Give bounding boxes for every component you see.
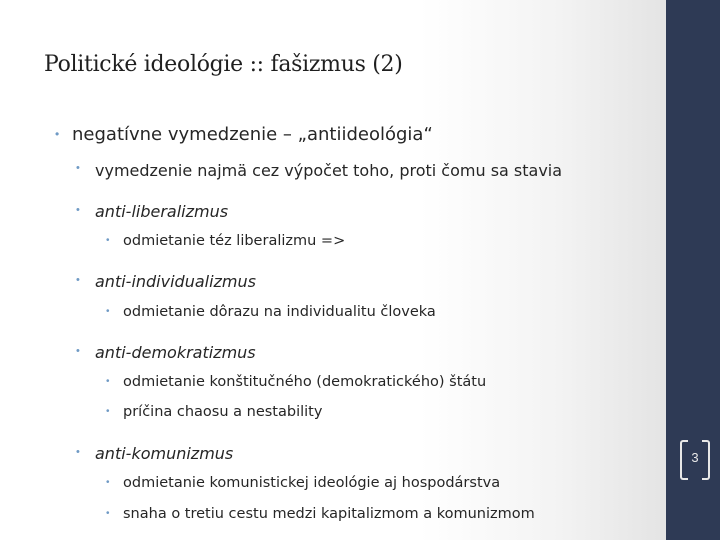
bullet-icon: •	[76, 345, 80, 357]
bullet-icon: •	[76, 162, 80, 174]
bullet-icon: •	[106, 376, 110, 387]
page-number: 3	[691, 450, 699, 465]
anti-communism-point: odmietanie komunistickej ideológie aj hospodárstva	[123, 475, 501, 491]
anti-liberalism-label: anti-liberalizmus	[95, 202, 229, 221]
bullet-icon: •	[106, 235, 110, 246]
anti-communism-point: snaha o tretiu cestu medzi kapitalizmom a komunizmom	[123, 506, 535, 522]
anti-liberalism-point: odmietanie téz liberalizmu =>	[123, 233, 346, 249]
bullet-icon: •	[106, 508, 110, 519]
bullet-icon: •	[76, 446, 80, 458]
bullet-icon: •	[106, 306, 110, 317]
bullet-icon: •	[55, 127, 60, 141]
bullet-icon: •	[106, 406, 110, 417]
definition-point: vymedzenie najmä cez výpočet toho, proti čomu sa stavia	[95, 161, 563, 180]
bullet-icon: •	[76, 204, 80, 216]
anti-individualism-label: anti-individualizmus	[95, 272, 256, 291]
anti-democratism-point: odmietanie konštitučného (demokratického) štátu	[123, 374, 487, 390]
anti-communism-label: anti-komunizmus	[95, 444, 234, 463]
bullet-icon: •	[76, 274, 80, 286]
main-point: negatívne vymedzenie – „antiideológia“	[72, 124, 433, 145]
page-number-badge	[680, 440, 710, 478]
bullet-icon: •	[106, 477, 110, 488]
slide-title: Politické ideológie :: fašizmus (2)	[44, 52, 403, 77]
anti-democratism-point: príčina chaosu a nestability	[123, 404, 323, 420]
anti-democratism-label: anti-demokratizmus	[95, 343, 256, 362]
anti-individualism-point: odmietanie dôrazu na individualitu človeka	[123, 304, 436, 320]
